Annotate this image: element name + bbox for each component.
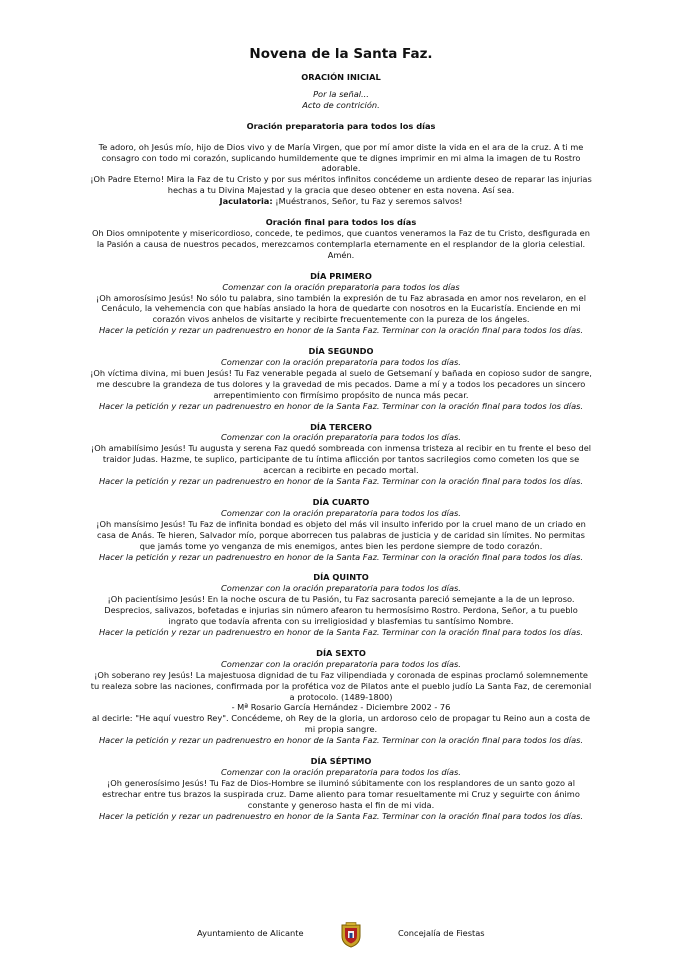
day-heading: DÍA SEGUNDO (308, 346, 374, 357)
day-intro: Comenzar con la oración preparatoria para todos los días. (221, 432, 461, 443)
city-crest-icon (340, 922, 362, 948)
day-prayer: ¡Oh generosísimo Jesús! Tu Faz de Dios-Hombre se iluminó súbitamente con los resplandores de un santo gozo al estrechar entre tus brazos la suspirada cruz. Dame aliento para tomar resueltamente mi Cruz y seguirte con ánimo constante y generoso hasta el fin de mi vida. (102, 777, 580, 810)
prep-paragraph-1: Te adoro, oh Jesús mío, hijo de Dios vivo y de María Virgen, que por mí amor diste la vida en el ara de la cruz. A ti me consagro con todo mi corazón, suplicando humildemente que te dignes imprimir en mi alma la imagen de tu Rostro adorable. (98, 141, 584, 174)
prep-ejaculation (90, 196, 592, 207)
day-intro: Comenzar con la oración preparatoria para todos los días. (221, 766, 461, 777)
day-outro: Hacer la petición y rezar un padrenuestro en honor de la Santa Faz. Terminar con la oración final para todos los días. (98, 476, 584, 487)
day-intro: Comenzar con la oración preparatoria para todos los días. (221, 507, 461, 518)
day-outro: Hacer la petición y rezar un padrenuestro en honor de la Santa Faz. Terminar con la oración final para todos los días. (98, 626, 584, 637)
day-outro: Hacer la petición y rezar un padrenuestro en honor de la Santa Faz. Terminar con la oración final para todos los días. (98, 400, 584, 411)
day-intro: Comenzar con la oración preparatoria para todos los días. (221, 357, 461, 368)
day-prayer: ¡Oh víctima divina, mi buen Jesús! Tu Faz venerable pegada al suelo de Getsemaní y bañada en copioso sudor de sangre, me descubre la grandeza de tus dolores y la gravedad de mis pecados. Dame a mí y a todos los pecadores un sincero arrepentimiento con firmísimo propósito de nunca más pecar. (90, 367, 592, 400)
day-heading: DÍA TERCERO (310, 421, 372, 432)
prep-ejaculation-label: Jaculatoria: (219, 196, 273, 207)
day-prayer: ¡Oh amorosísimo Jesús! No sólo tu palabra, sino también la expresión de tu Faz abrasada en amor nos revelaron, en el Cenáculo, la vehemencia con que habías ansiado la hora de quedarte con nosotros en la Eucaristía. Enciende en mi corazón vivos anhelos de visitarte y recibirte frecuentemente con la pureza de los ángeles. (96, 292, 586, 325)
day-heading: DÍA CUARTO (312, 497, 370, 507)
day-heading: DÍA PRIMERO (310, 270, 372, 281)
opening-line-2: Acto de contrición. (302, 99, 380, 110)
final-heading: Oración final para todos los días (265, 217, 417, 228)
day-prayer: ¡Oh soberano rey Jesús! La majestuosa dignidad de tu Faz vilipendiada y coronada de espinas proclamó solemnemente tu realeza sobre las naciones, confirmada por la profética voz de Pilatos ante el pueblo judío La Santa Faz, de ceremonial a protocolo. (1489-1800) (90, 669, 592, 702)
prep-heading: Oración preparatoria para todos los días (246, 120, 436, 131)
day-heading: DÍA SÉPTIMO (310, 756, 372, 767)
day-prayer: ¡Oh amabilísimo Jesús! Tu augusta y serena Faz quedó sombreada con inmensa tristeza al recibir en tu frente el beso del traidor Judas. Hazme, te suplico, participante de tu íntima aflicción por tantos sacrilegios como cometen los que se acercan a recibirte en pecado mortal. (90, 443, 592, 476)
day-section (90, 497, 592, 562)
day-section (90, 648, 592, 746)
day-heading: DÍA SEXTO (316, 647, 366, 658)
day-section (90, 271, 592, 336)
day-outro: Hacer la petición y rezar un padrenuestro en honor de la Santa Faz. Terminar con la oración final para todos los días. (98, 325, 584, 336)
day-outro: Hacer la petición y rezar un padrenuestro en honor de la Santa Faz. Terminar con la oración final para todos los días. (98, 735, 584, 746)
day-prayer: ¡Oh mansísimo Jesús! Tu Faz de infinita bondad es objeto del más vil insulto inferido por la cruel mano de un criado en casa de Anás. Te hieren, Salvador mío, porque aborrecen tus palabras de justicia y de caridad sin límites. No permitas que jamás tome yo venganza de mis enemigos, antes bien les perdone siempre de todo corazón. (96, 518, 586, 551)
day-section (90, 756, 592, 821)
day-intro: Comenzar con la oración preparatoria para todos los días (222, 281, 460, 292)
footer-city-council: Ayuntamiento de Alicante (197, 928, 304, 938)
final-text: Oh Dios omnipotente y misericordioso, concede, te pedimos, que cuantos veneramos la Faz de tu Cristo, desfigurada en la Pasión a causa de nuestros pecados, merezcamos contemplarla eternamente en el resplandor de la gloria celestial. Amén. (92, 227, 590, 260)
prep-paragraph-2: ¡Oh Padre Eterno! Mira la Faz de tu Cristo y por sus méritos infinitos concédeme un ardiente deseo de reparar las injurias hechas a tu Divina Majestad y la gracia que deseo obtener en esta novena. Así sea. (90, 174, 592, 196)
day-intro: Comenzar con la oración preparatoria para todos los días. (221, 583, 461, 594)
day-outro: Hacer la petición y rezar un padrenuestro en honor de la Santa Faz. Terminar con la oración final para todos los días. (98, 551, 584, 562)
document-page (90, 46, 592, 821)
day-prayer-continued: al decirle: "He aquí vuestro Rey". Concédeme, oh Rey de la gloria, un ardoroso celo de propagar tu Reino aun a costa de mi propia sangre. (91, 713, 591, 735)
opening-heading: ORACIÓN INICIAL (301, 72, 381, 82)
day-section (90, 422, 592, 487)
day-outro: Hacer la petición y rezar un padrenuestro en honor de la Santa Faz. Terminar con la oración final para todos los días. (98, 810, 584, 821)
day-credit: - Mª Rosario García Hernández - Diciembre 2002 - 76 (231, 702, 451, 713)
day-section (90, 572, 592, 637)
footer-festivities-department: Concejalía de Fiestas (398, 928, 485, 938)
page-footer (0, 922, 682, 946)
prep-ejaculation-text: ¡Muéstranos, Señor, tu Faz y seremos salvos! (272, 196, 463, 207)
opening-line-1: Por la señal... (313, 88, 369, 99)
day-heading: DÍA QUINTO (313, 572, 369, 583)
day-intro: Comenzar con la oración preparatoria para todos los días. (221, 658, 461, 669)
document-title: Novena de la Santa Faz. (249, 46, 433, 62)
day-section (90, 346, 592, 411)
day-prayer: ¡Oh pacientísimo Jesús! En la noche oscura de tu Pasión, tu Faz sacrosanta pareció semejante a la de un leproso. Desprecios, salivazos, bofetadas e injurias sin número afearon tu hermosísimo Rostro. Perdona, Señor, a tu pueblo ingrato que todavía afrenta con su irreligiosidad y blasfemias tu santísimo Nombre. (104, 594, 578, 627)
